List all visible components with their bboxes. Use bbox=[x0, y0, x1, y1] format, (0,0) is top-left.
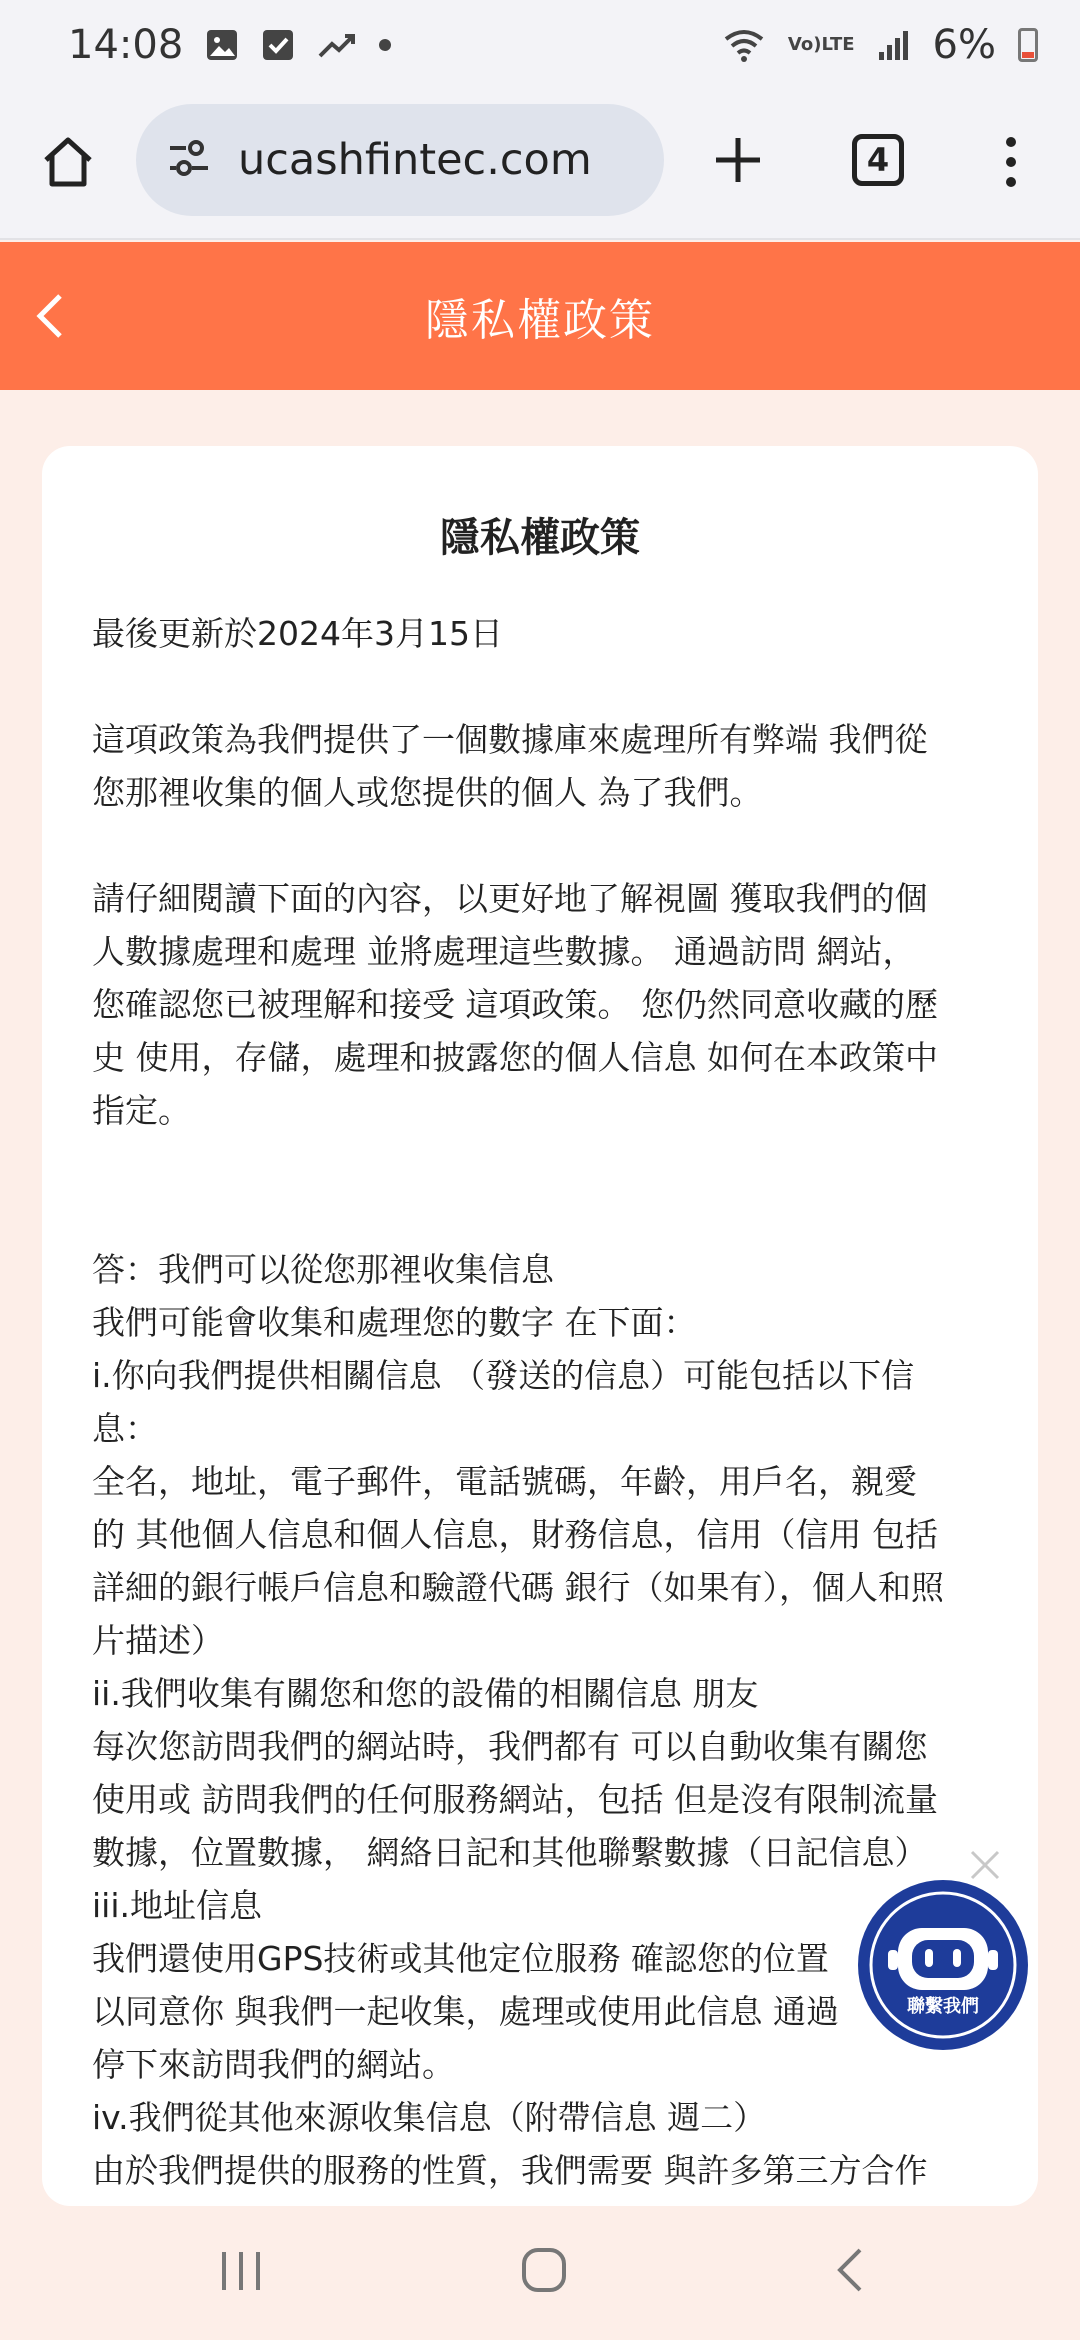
tab-switcher-button[interactable]: 4 bbox=[852, 134, 904, 186]
text-line: 的 其他個人信息和個人信息，財務信息，信用（信用 包括 bbox=[92, 1515, 938, 1554]
browser-menu-button[interactable] bbox=[1000, 132, 1022, 192]
home-icon bbox=[38, 132, 98, 192]
text-line: 這項政策為我們提供了一個數據庫來處理所有弊端 我們從 bbox=[92, 720, 928, 759]
text-line: 請仔細閱讀下面的內容，以更好地了解視圖 獲取我們的個 bbox=[92, 879, 928, 918]
text-line: 史 使用，存儲，處理和披露您的個人信息 如何在本政策中 bbox=[92, 1038, 938, 1077]
back-nav-button[interactable] bbox=[830, 2246, 870, 2298]
more-vert-icon bbox=[1000, 132, 1022, 192]
text-line: 詳細的銀行帳戶信息和驗證代碼 銀行（如果有），個人和照 bbox=[92, 1568, 944, 1607]
contact-us-chat-button[interactable] bbox=[858, 1880, 1028, 2050]
back-button[interactable] bbox=[22, 286, 82, 346]
battery-percent: 6% bbox=[932, 22, 996, 68]
page-title: 隱私權政策 bbox=[425, 295, 655, 346]
text-line: 使用或 訪問我們的任何服務網站，包括 但是沒有限制流量 bbox=[92, 1780, 938, 1819]
text-line: 以同意你 與我們一起收集，處理或使用此信息 通過 bbox=[92, 1992, 839, 2031]
image-icon bbox=[205, 28, 239, 62]
document-title: 隱私權政策 bbox=[440, 515, 640, 561]
text-line: 您那裡收集的個人或您提供的個人 為了我們。 bbox=[92, 773, 763, 812]
new-tab-button[interactable] bbox=[708, 130, 768, 190]
status-right bbox=[722, 22, 1038, 68]
contact-us-label: 聯繫我們 bbox=[907, 1996, 979, 2017]
site-settings-icon[interactable] bbox=[166, 138, 212, 182]
text-line: 停下來訪問我們的網站。 bbox=[92, 2045, 455, 2084]
notice-paragraph bbox=[92, 872, 988, 1137]
checkbox-icon bbox=[261, 28, 295, 62]
plus-icon bbox=[708, 130, 768, 190]
system-nav-bar bbox=[0, 2206, 1080, 2340]
chevron-left-icon bbox=[22, 286, 82, 346]
wifi-icon bbox=[722, 27, 766, 63]
text-line: iv.我們從其他來源收集信息（附帶信息 週二） bbox=[92, 2098, 767, 2137]
text-line: 答：我們可以從您那裡收集信息 bbox=[92, 1250, 554, 1289]
text-line: 我們還使用GPS技術或其他定位服務 確認您的位置 bbox=[92, 1939, 829, 1978]
text-line: iii.地址信息 bbox=[92, 1886, 262, 1925]
text-line: 全名，地址，電子郵件，電話號碼，年齡，用戶名，親愛 bbox=[92, 1462, 917, 1501]
battery-icon bbox=[1018, 28, 1038, 62]
text-line: 由於我們提供的服務的性質，我們需要 與許多第三方合作 bbox=[92, 2151, 928, 2190]
browser-toolbar bbox=[0, 90, 1080, 240]
home-circle-icon bbox=[520, 2246, 568, 2294]
volte-icon bbox=[788, 36, 855, 54]
text-line: 人數據處理和處理 並將處理這些數據。 通過訪問 網站， bbox=[92, 932, 916, 971]
recent-apps-button[interactable] bbox=[218, 2248, 264, 2298]
text-line: i.你向我們提供相關信息 （發送的信息）可能包括以下信 bbox=[92, 1356, 915, 1395]
text-line: 片描述） bbox=[92, 1621, 224, 1660]
status-time: 14:08 bbox=[68, 22, 184, 68]
home-nav-button[interactable] bbox=[520, 2246, 568, 2298]
home-button[interactable] bbox=[38, 132, 98, 192]
text-line: 您確認您已被理解和接受 這項政策。 您仍然同意收藏的歷 bbox=[92, 985, 938, 1024]
text-line: 指定。 bbox=[92, 1091, 191, 1130]
status-left bbox=[68, 22, 391, 68]
close-chat-widget-button[interactable] bbox=[968, 1848, 1002, 1882]
signal-icon bbox=[877, 28, 911, 62]
last-updated: 最後更新於2024年3月15日 bbox=[92, 614, 503, 653]
recent-apps-icon bbox=[218, 2248, 264, 2294]
dot-icon bbox=[379, 39, 391, 51]
address-bar[interactable] bbox=[136, 104, 664, 216]
status-bar bbox=[0, 0, 1080, 90]
close-icon bbox=[968, 1848, 1002, 1882]
text-line: ii.我們收集有關您和您的設備的相關信息 朋友 bbox=[92, 1674, 759, 1713]
app-header bbox=[0, 242, 1080, 390]
url-text: ucashfintec.com bbox=[238, 135, 592, 185]
robot-icon bbox=[858, 1880, 1028, 2050]
text-line: 我們可能會收集和處理您的數字 在下面： bbox=[92, 1303, 697, 1342]
trending-icon bbox=[317, 28, 357, 62]
back-arrow-icon bbox=[830, 2246, 870, 2294]
text-line: 息： bbox=[92, 1409, 158, 1448]
collection-section bbox=[92, 1243, 988, 2197]
text-line: 每次您訪問我們的網站時，我們都有 可以自動收集有關您 bbox=[92, 1727, 928, 1766]
volte-label-top: Vo) bbox=[787, 34, 822, 55]
intro-paragraph bbox=[92, 713, 988, 819]
volte-label-bottom: LTE bbox=[821, 34, 855, 55]
text-line: 數據，位置數據， 網絡日記和其他聯繫數據（日記信息） bbox=[92, 1833, 928, 1872]
